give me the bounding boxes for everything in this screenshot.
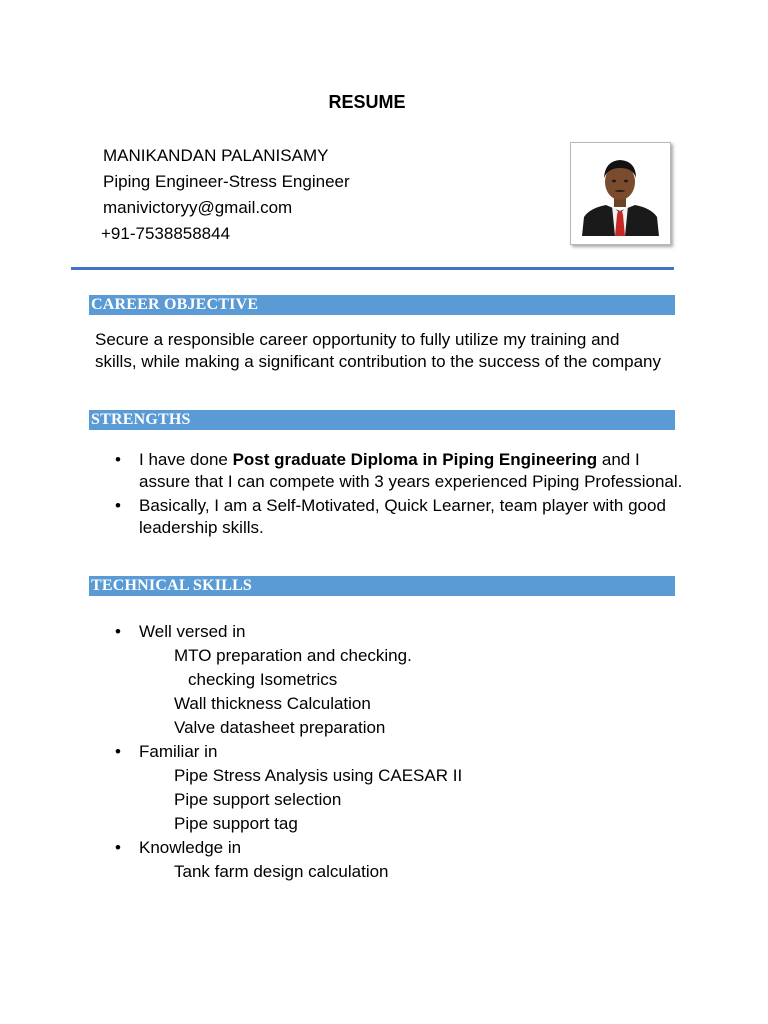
skill-item: MTO preparation and checking. [174,646,412,665]
list-item [115,495,685,539]
skill-group-label: Knowledge in [139,838,242,857]
skill-item: Valve datasheet preparation [174,718,386,737]
skill-group-label: Well versed in [139,622,246,641]
strengths-list [115,449,685,539]
candidate-name: MANIKANDAN PALANISAMY [103,146,329,165]
list-item [115,836,685,860]
contact-block [103,143,350,247]
strength-text-before: I have done [139,450,233,469]
list-item [115,740,685,764]
skill-item: Pipe support selection [174,790,342,809]
bullet-icon: • [115,622,121,641]
strength-text-after: and I assure that I can compete with 3 years experienced Piping Professional. [139,450,683,491]
career-objective-header [89,295,675,315]
skill-item: Tank farm design calculation [174,862,389,881]
bullet-icon: • [115,742,121,761]
list-item [115,449,685,493]
career-objective-heading: CAREER OBJECTIVE [91,296,259,313]
strength-text: Basically, I am a Self-Motivated, Quick Learner, team player with good leadership skills. [139,496,666,537]
bullet-icon: • [115,496,121,515]
profile-photo-icon [580,151,661,236]
skill-item: Pipe support tag [174,814,298,833]
technical-skills-header [89,576,675,596]
strengths-heading: STRENGTHS [91,411,191,428]
candidate-role: Piping Engineer-Stress Engineer [103,172,350,191]
list-item [115,620,685,644]
header-divider [71,267,674,270]
profile-photo [570,142,671,245]
candidate-email: manivictoryy@gmail.com [103,198,293,217]
technical-skills-list [115,620,685,884]
candidate-phone: +91-7538858844 [101,224,231,243]
strength-text-bold: Post graduate Diploma in Piping Engineering [232,450,598,469]
skill-item: Pipe Stress Analysis using CAESAR II [174,766,463,785]
strengths-header [89,410,675,430]
technical-skills-heading: TECHNICAL SKILLS [91,577,253,594]
career-objective-text: Secure a responsible career opportunity to fully utilize my training and skills, while making a significant contribution to the success of the company [95,330,661,371]
bullet-icon: • [115,838,121,857]
page-title: RESUME [328,92,406,112]
skill-item: checking Isometrics [188,670,338,689]
skill-item: Wall thickness Calculation [174,694,371,713]
bullet-icon: • [115,450,121,469]
skill-group-label: Familiar in [139,742,218,761]
